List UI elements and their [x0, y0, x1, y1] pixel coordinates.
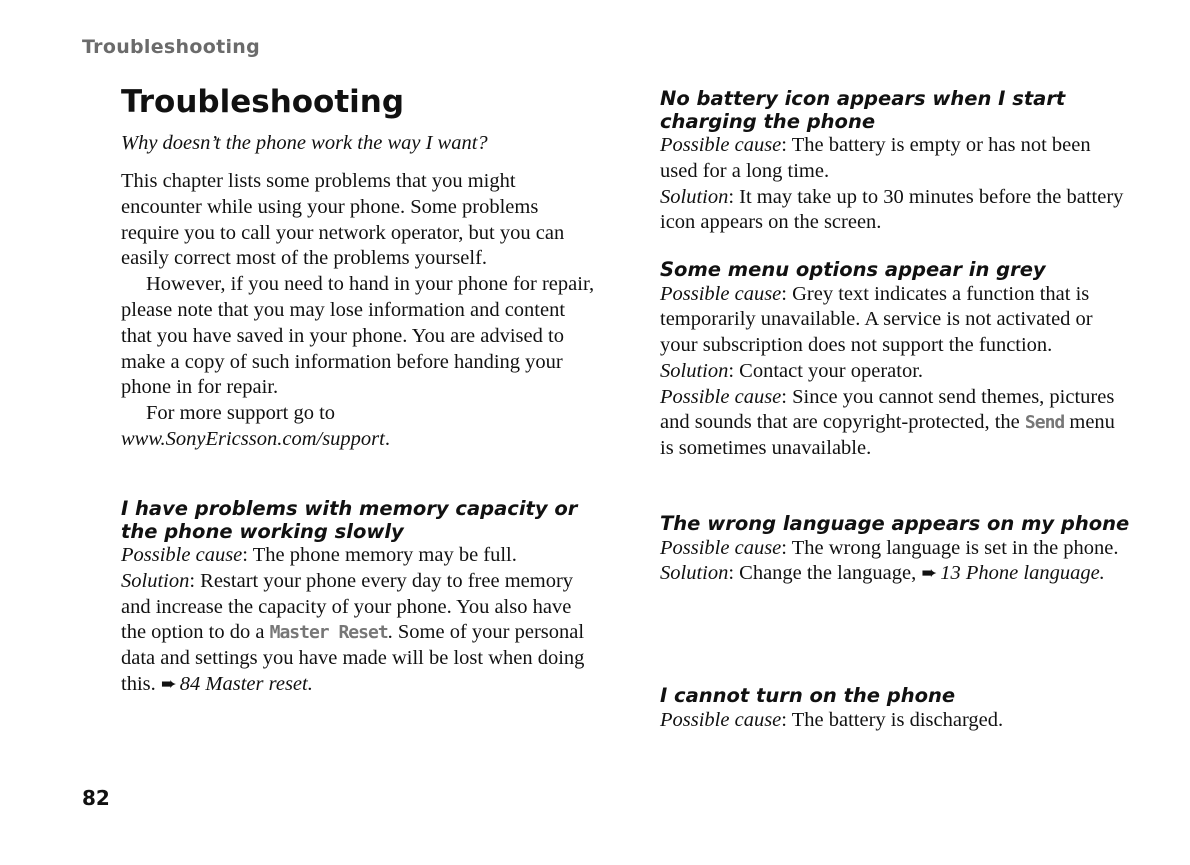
solution-text: : Restart your phone every day to free memory and increase the capacity of your phone. You also have the option to do a	[121, 569, 574, 644]
send-menu-ref: Send	[1024, 412, 1065, 434]
turn-on-cause	[660, 708, 1130, 734]
master-reset-reference[interactable]: 84 Master reset.	[179, 672, 313, 695]
chapter-subtitle: Why doesn’t the phone work the way I want?	[121, 132, 488, 154]
turn-on-section	[660, 685, 1130, 733]
grey-menu-heading: Some menu options appear in grey	[660, 258, 1046, 281]
solution-label: Solution	[660, 185, 729, 208]
arrow-right-icon: ➨	[921, 563, 938, 585]
solution-text: : It may take up to 30 minutes before the battery icon appears on the screen.	[660, 185, 1124, 234]
intro-paragraph-2: However, if you need to hand in your phone for repair, please note that you may lose information and content that you have saved in your phone. You are advised to make a copy of such information before handing your phone in for repair.	[121, 273, 595, 399]
language-solution	[660, 561, 1130, 587]
cause-text: : The battery is discharged.	[781, 708, 1004, 731]
grey-menu-section	[660, 259, 1130, 462]
solution-text-2: . Some of your personal data and settings you have made will be lost when doing this.	[121, 621, 585, 695]
phone-language-reference[interactable]: 13 Phone language.	[940, 562, 1105, 585]
support-text: For more support go to	[146, 402, 336, 425]
solution-text: : Contact your operator.	[728, 359, 924, 382]
grey-cause-1	[660, 282, 1130, 359]
memory-section	[121, 498, 599, 698]
support-link[interactable]: www.SonyEricsson.com/support	[121, 427, 385, 450]
memory-solution	[121, 569, 599, 698]
running-head: Troubleshooting	[82, 36, 260, 58]
turn-on-heading: I cannot turn on the phone	[660, 684, 956, 707]
cause-label: Possible cause	[660, 708, 782, 731]
solution-label: Solution	[121, 569, 190, 592]
page-number: 82	[82, 786, 110, 810]
cause-text: : Grey text indicates a function that is temporarily unavailable. A service is not activated or your subscription does not support the function.	[660, 282, 1093, 357]
cause-text: : Since you cannot send themes, pictures and sounds that are copyright-protected, the	[660, 385, 1115, 434]
grey-solution	[660, 359, 1130, 385]
cause-text-2: menu is sometimes unavailable.	[660, 411, 1115, 460]
language-section	[660, 513, 1130, 587]
intro-section	[121, 169, 599, 453]
cause-label: Possible cause	[660, 282, 782, 305]
cause-label: Possible cause	[121, 544, 243, 566]
cause-label: Possible cause	[660, 134, 782, 156]
chapter-title: Troubleshooting	[121, 84, 405, 120]
cause-text: : The battery is empty or has not been used for a long time.	[660, 134, 1091, 182]
battery-section	[660, 88, 1130, 236]
grey-cause-2	[660, 385, 1130, 462]
solution-label: Solution	[660, 359, 729, 382]
solution-label: Solution	[660, 562, 729, 585]
solution-text: : Change the language,	[728, 562, 917, 585]
battery-cause	[660, 133, 1130, 185]
language-cause	[660, 536, 1130, 562]
battery-heading: No battery icon appears when I start charging the phone	[660, 87, 1066, 133]
cause-text: : The wrong language is set in the phone.	[781, 536, 1119, 559]
memory-heading: I have problems with memory capacity or the phone working slowly	[121, 497, 578, 543]
memory-cause	[121, 543, 599, 569]
cause-text: : The phone memory may be full.	[242, 544, 517, 566]
arrow-right-icon: ➨	[160, 673, 177, 695]
intro-paragraph-1: This chapter lists some problems that you might encounter while using your phone. Some problems require you to call your network operator, but you can easily correct most of the problems yourself.	[121, 170, 565, 270]
language-heading: The wrong language appears on my phone	[660, 512, 1130, 535]
support-suffix: .	[384, 427, 390, 450]
intro-paragraph-3	[121, 401, 599, 453]
battery-solution	[660, 185, 1130, 237]
cause-label: Possible cause	[660, 536, 782, 559]
cause-label: Possible cause	[660, 385, 782, 408]
master-reset-menu-ref: Master Reset	[269, 622, 388, 644]
